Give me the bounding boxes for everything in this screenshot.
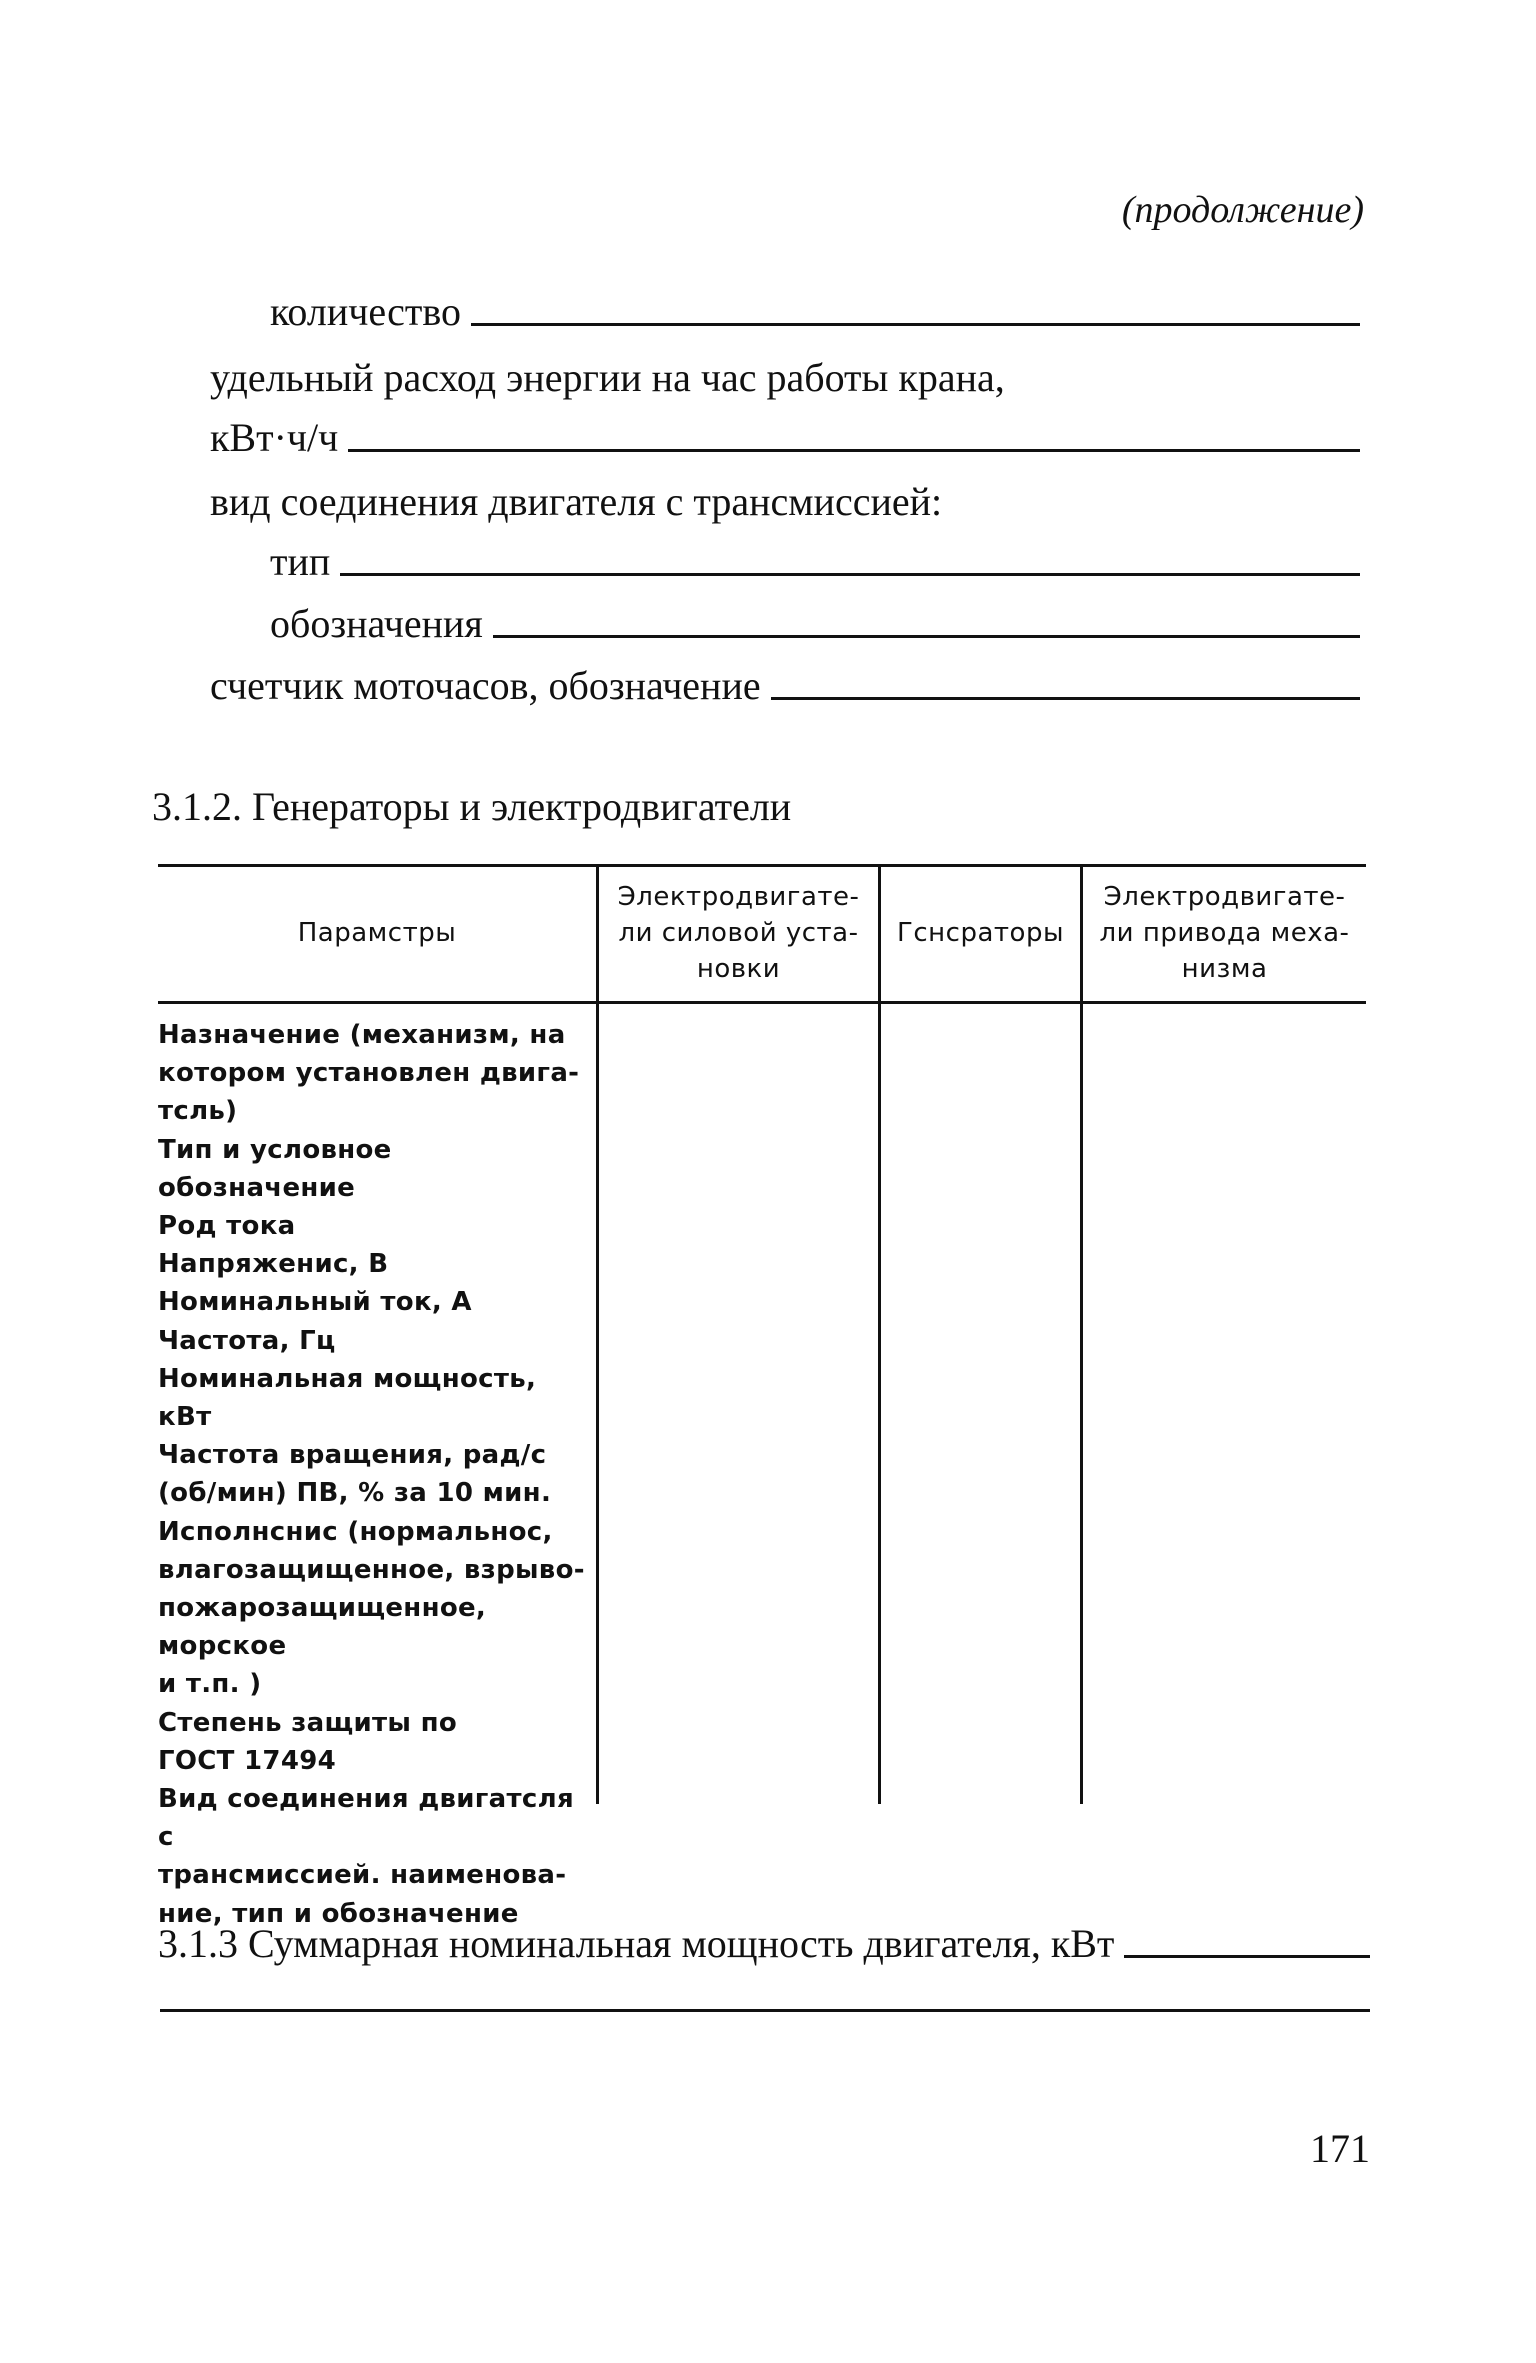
specific-energy-field bbox=[210, 415, 1360, 460]
page-number: 171 bbox=[1310, 2126, 1370, 2171]
section-3-1-2-title: 3.1.2. Генераторы и электродвигатели bbox=[152, 784, 792, 829]
connection-designation-blank-line bbox=[493, 635, 1360, 638]
param-line: Назначение (механизм, на bbox=[158, 1020, 566, 1050]
header-params: Парамстры bbox=[297, 917, 457, 948]
total-power-second-blank-line bbox=[160, 2009, 1370, 2012]
total-power-blank-line bbox=[1124, 1955, 1370, 1958]
specific-energy-blank-line bbox=[348, 449, 1360, 452]
param-line: Номинальный ток, А bbox=[158, 1287, 472, 1318]
connection-type-field bbox=[270, 539, 1360, 584]
connection-designation-field bbox=[270, 601, 1360, 646]
header-generators: Гснсраторы bbox=[897, 917, 1064, 948]
param-line: ние, тип и обозначение bbox=[158, 1898, 519, 1929]
hour-meter-blank-line bbox=[771, 697, 1360, 700]
quantity-field bbox=[270, 289, 1360, 334]
param-line: (об/мин) ПВ, % за 10 мин. bbox=[158, 1478, 552, 1509]
param-line: и т.п. ) bbox=[158, 1669, 262, 1700]
param-line: трансмиссией. наименова- bbox=[158, 1860, 567, 1891]
specific-energy-unit: кВт·ч/ч bbox=[210, 415, 339, 460]
param-line: Номинальная мощность, кВт bbox=[158, 1363, 537, 1433]
param-line: Тип и условное обозначение bbox=[158, 1134, 392, 1203]
param-line: Степень защиты по bbox=[158, 1707, 458, 1738]
table-column-divider bbox=[878, 864, 881, 1804]
continued-label: (продолжение) bbox=[1121, 189, 1364, 231]
connection-designation-label: обозначения bbox=[270, 601, 483, 646]
connection-type-label: тип bbox=[270, 539, 331, 584]
total-power-field bbox=[158, 1921, 1370, 1966]
section-3-1-3-title: 3.1.3 Суммарная номинальная мощность двигателя, кВт bbox=[158, 1921, 1115, 1966]
param-line: Вид соединения двигатсля с bbox=[158, 1784, 574, 1853]
quantity-blank-line bbox=[471, 323, 1360, 326]
table-column-divider bbox=[1080, 864, 1083, 1804]
param-line: котором установлен двига- bbox=[158, 1058, 580, 1089]
quantity-label: количество bbox=[270, 289, 461, 334]
hour-meter-label: счетчик моточасов, обозначение bbox=[210, 663, 761, 708]
param-line: Род тока bbox=[158, 1211, 296, 1242]
param-line: Частота, Гц bbox=[158, 1325, 336, 1356]
param-line: Исполнснис (нормальнос, bbox=[158, 1516, 553, 1547]
param-line: пожарозащищенное, морское bbox=[158, 1593, 487, 1662]
generators-motors-table bbox=[158, 864, 1366, 1929]
params-list bbox=[158, 1016, 596, 1933]
param-line: тсль) bbox=[158, 1096, 238, 1127]
table-column-divider bbox=[596, 864, 599, 1804]
header-power-unit-motors: Электродвигате- ли силовой уста- новки bbox=[617, 881, 860, 984]
param-line: ГОСТ 17494 bbox=[158, 1745, 336, 1776]
connection-type-blank-line bbox=[340, 573, 1360, 576]
hour-meter-field bbox=[210, 663, 1360, 708]
param-line: влагозащищенное, взрыво- bbox=[158, 1554, 585, 1585]
param-line: Частота вращения, рад/с bbox=[158, 1440, 547, 1471]
specific-energy-label: удельный расход энергии на час работы крана, bbox=[210, 355, 1005, 400]
connection-label: вид соединения двигателя с трансмиссией: bbox=[210, 479, 943, 524]
header-mechanism-drive-motors: Электродвигате- ли привода меха- низма bbox=[1099, 881, 1350, 984]
table-header-rule bbox=[158, 1001, 1366, 1004]
param-line: Напряженис, В bbox=[158, 1249, 389, 1280]
